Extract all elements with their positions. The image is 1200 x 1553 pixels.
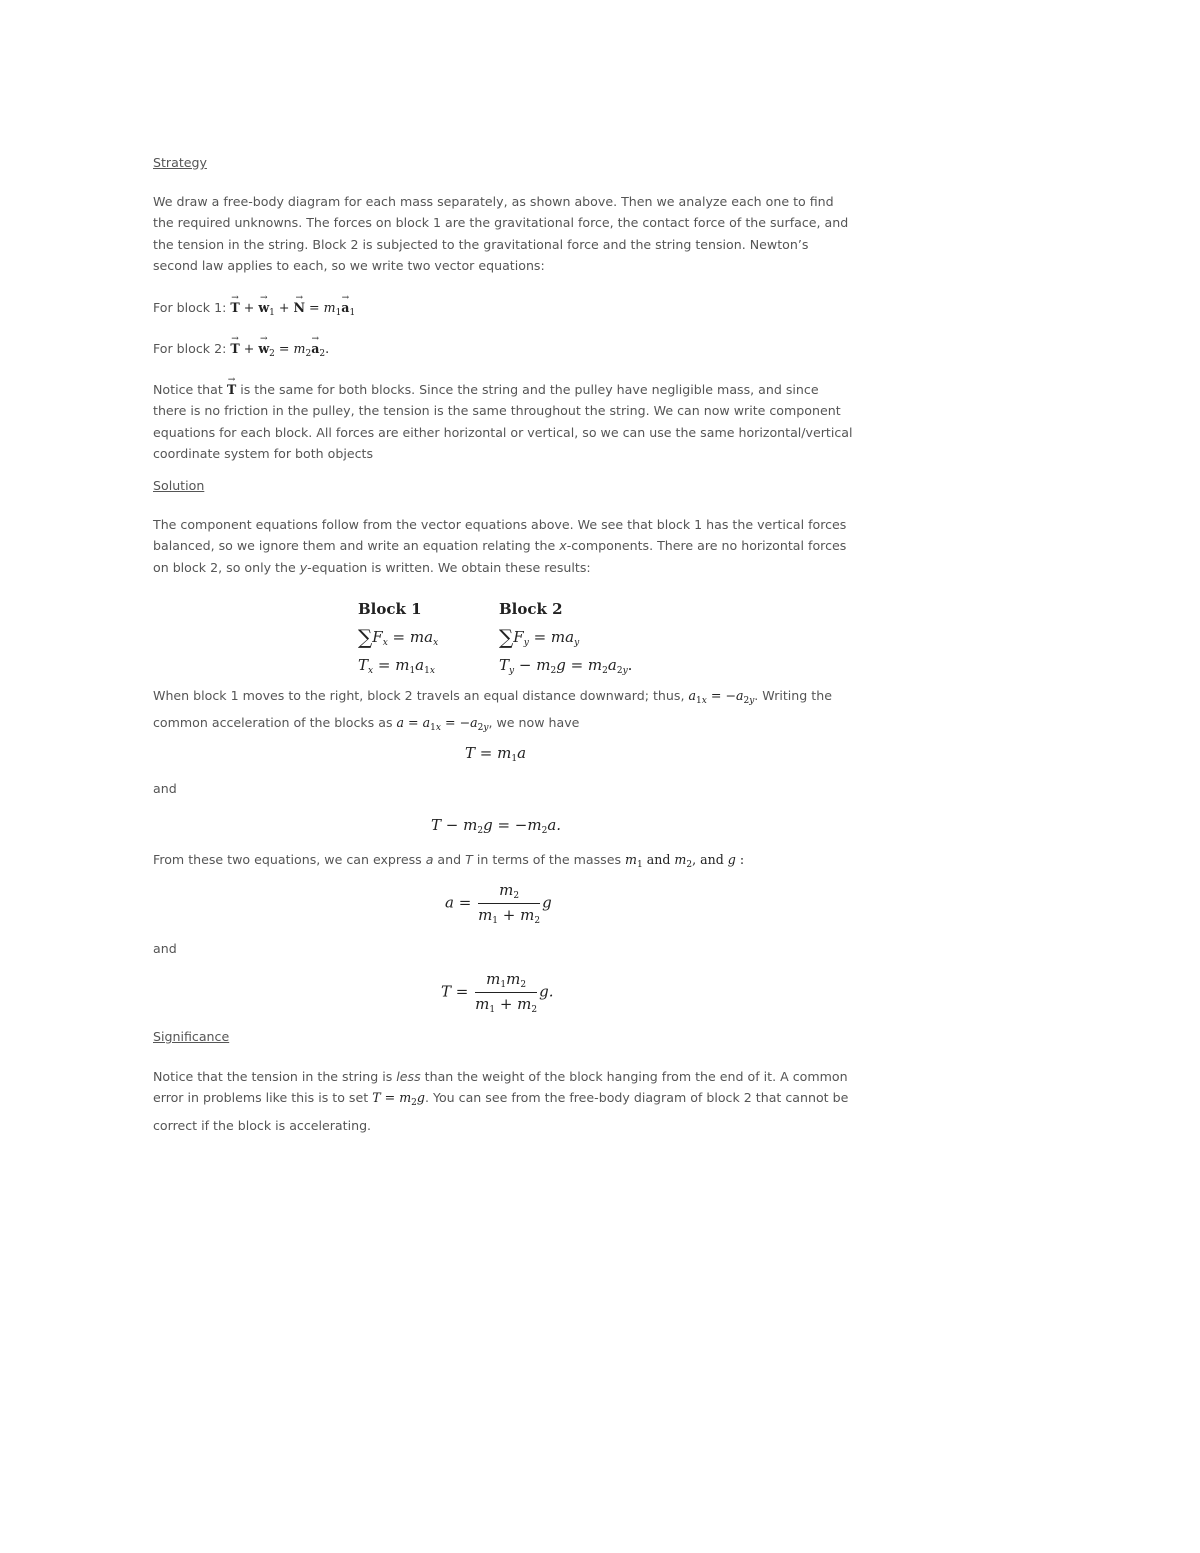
block1-eq-label: For block 1: bbox=[153, 300, 231, 315]
block2-tension-eq: $T_y - m_2g = m_2a_{2y}$. bbox=[499, 656, 633, 676]
when-text-3: , we now have bbox=[488, 715, 580, 731]
from-and2: , and bbox=[692, 852, 728, 867]
block2-column bbox=[499, 595, 649, 679]
solution-text-2: -components. There are no horizontal forces on block 2, so only the bbox=[153, 538, 847, 575]
and-text-1: and bbox=[153, 781, 177, 796]
block1-column bbox=[358, 595, 508, 679]
block2-title: Block 2 bbox=[499, 600, 563, 618]
equation-a-fraction: a = $\frac{m_2}{m_1 + m_2}$ g bbox=[445, 881, 552, 926]
and-text-2: and bbox=[153, 941, 177, 956]
significance-text-1: Notice that the tension in the string is bbox=[153, 1069, 397, 1084]
strategy-paragraph: We draw a free-body diagram for each mass separately, as shown above. Then we analyze each one to find the required unknowns. The forces on block 1 are the gravitational force, the contact force of the surface, and the tension in the string. Block 2 is subjected to the gravitational force and the string tension. Newton’s second law applies to each, so we write two vector equations: bbox=[153, 194, 849, 273]
from-these-paragraph: From these two equations, we can express a and T in terms of the masses $m_1$ and $m_2$, and g : bbox=[153, 852, 745, 870]
solution-y: y bbox=[299, 559, 308, 575]
solution-paragraph bbox=[153, 514, 853, 578]
from-end: : bbox=[735, 852, 745, 867]
block1-title: Block 1 bbox=[358, 600, 422, 618]
when-text-2: . Writing the common acceleration of the blocks as bbox=[153, 688, 832, 731]
notice-tension-paragraph: Notice that → T is the same for both blocks. Since the string and the pulley have negligible mass, and since there is no friction in the pulley, the tension is the same throughout the string. We can now write component equations for each block. All forces are either horizontal or vertical, so we can use the same horizontal/vertical coordinate system for both objects bbox=[153, 379, 853, 464]
strategy-heading: Strategy bbox=[153, 155, 207, 170]
equation-t-fraction: T = $\frac{m_1m_2}{m_1 + m_2}$ g. bbox=[441, 970, 554, 1015]
equation-t-m2g: $T - m_2g = -m_2a$. bbox=[431, 816, 562, 836]
block2-vector-equation: For block 2: → T + → $w_2 = m_2\to a_2$. bbox=[153, 338, 329, 365]
from-and: and bbox=[642, 852, 675, 867]
block1-tension-eq: $T_x = m_1a_{1x}$ bbox=[358, 656, 435, 676]
from-a: a bbox=[425, 852, 434, 867]
significance-text-3: . You can see from the free-body diagram of block 2 that cannot be correct if the block is accelerating. bbox=[153, 1090, 849, 1133]
solution-text-3: -equation is written. We obtain these results: bbox=[307, 559, 591, 575]
notice-prefix: Notice that bbox=[153, 382, 227, 397]
block1-sum-eq: $\sum F_x = ma_x$ bbox=[358, 625, 439, 649]
from-text-2: and bbox=[433, 852, 466, 867]
block2-eq-label: For block 2: bbox=[153, 341, 231, 356]
significance-less: less bbox=[396, 1069, 421, 1084]
significance-heading: Significance bbox=[153, 1029, 230, 1044]
from-text-3: in terms of the masses bbox=[472, 852, 626, 867]
solution-x: x bbox=[559, 538, 567, 554]
solution-heading: Solution bbox=[153, 478, 205, 493]
solution-text-1: The component equations follow from the vector equations above. We see that block 1 has the vertical forces balanced, so we ignore them and write an equation relating the bbox=[153, 517, 847, 554]
equation-t-m1a: $T = m_1a$ bbox=[465, 744, 527, 764]
significance-paragraph: Notice that the tension in the string is less than the weight of the block hanging from the end of it. A common error in problems like this is to set $T = m_2g$. You can see from the free-body diagram of block 2 that cannot be correct if the block is accelerating. bbox=[153, 1069, 849, 1133]
block2-sum-eq: $\sum F_y = ma_y$ bbox=[499, 625, 580, 649]
significance-text-2: than the weight of the block hanging from the end of it. A common error in problems like this is to set bbox=[153, 1069, 848, 1106]
when-block-paragraph: When block 1 moves to the right, block 2 travels an equal distance downward; thus, $a_{1x} = -a_{2y}$. Writing the common acceleration of the blocks as $a = a_{1x} = -a_{2y}$, we now have bbox=[153, 688, 832, 734]
from-T: T bbox=[465, 852, 473, 867]
from-text-1: From these two equations, we can express bbox=[153, 852, 426, 867]
notice-suffix: is the same for both blocks. Since the string and the pulley have negligible mass, and since there is no friction in the pulley, the tension is the same throughout the string. We can now write component equations for each block. All forces are either horizontal or vertical, so we can use the same horizontal/vertical coordinate system for both objects bbox=[153, 382, 853, 461]
when-text-1: When block 1 moves to the right, block 2 travels an equal distance downward; thus, bbox=[153, 688, 689, 703]
block1-vector-equation: For block 1: → T + → $w_1$ + → $N = m_1\to a_1$ bbox=[153, 297, 355, 324]
